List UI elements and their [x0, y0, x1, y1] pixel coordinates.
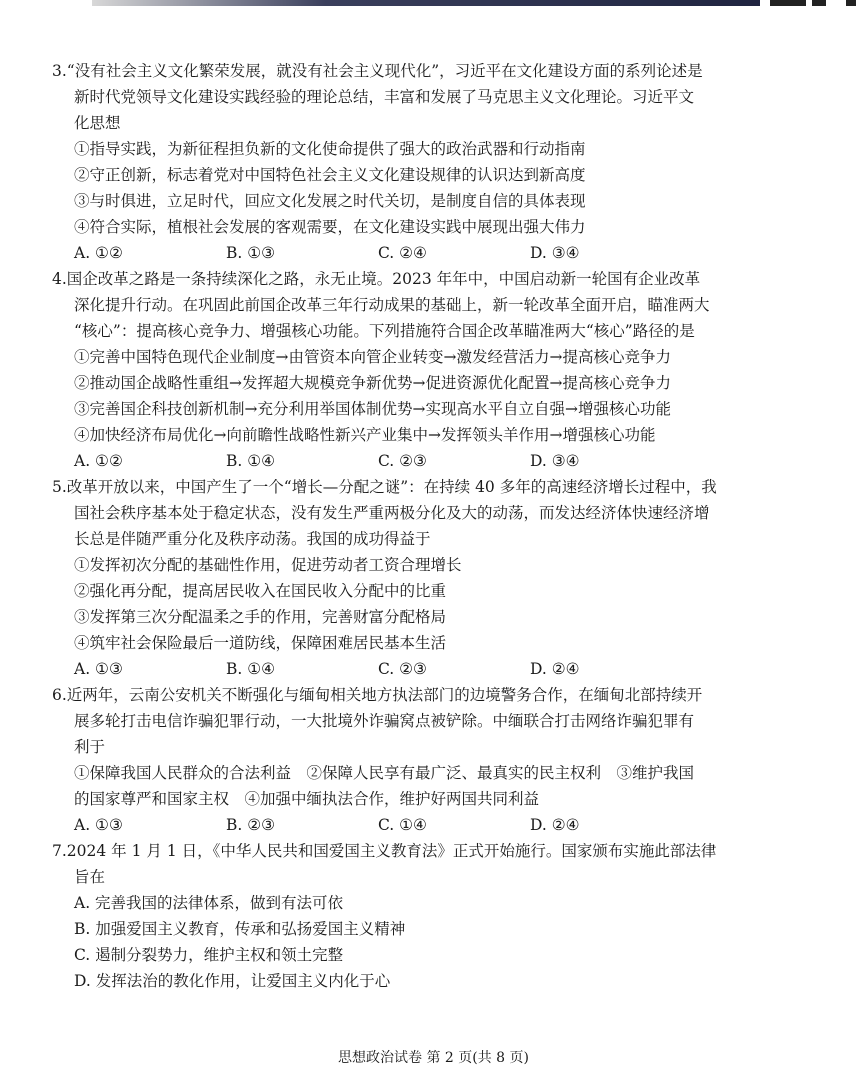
question-stem-line: 国企改革之路是一条持续深化之路，永无止境。2023 年年中，中国启动新一轮国有企业改革 — [66, 270, 701, 288]
option-a[interactable]: A. ①③ — [74, 660, 123, 678]
option-c[interactable]: C. 遏制分裂势力，维护主权和领土完整 — [74, 946, 344, 964]
statement: ②强化再分配，提高居民收入在国民收入分配中的比重 — [74, 582, 447, 600]
question-stem-line: 2024 年 1 月 1 日，《中华人民共和国爱国主义教育法》正式开始施行。国家颁布实施此部法律 — [66, 842, 717, 860]
statement: ②守正创新，标志着党对中国特色社会主义文化建设规律的认识达到新高度 — [74, 166, 586, 184]
question-number: 3. — [52, 62, 67, 80]
option-d[interactable]: D. 发挥法治的教化作用，让爱国主义内化于心 — [74, 972, 391, 990]
option-c[interactable]: C. ②③ — [378, 660, 427, 678]
statement: ④加快经济布局优化→向前瞻性战略性新兴产业集中→发挥领头羊作用→增强核心功能 — [74, 426, 656, 444]
question-stem-line: 展多轮打击电信诈骗犯罪行动，一大批境外诈骗窝点被铲除。中缅联合打击网络诈骗犯罪有 — [74, 712, 695, 730]
statement: 的国家尊严和国家主权 ④加强中缅执法合作，维护好两国共同利益 — [74, 790, 540, 808]
option-d[interactable]: D. ②④ — [530, 816, 580, 834]
question-number: 4. — [52, 270, 67, 288]
question-number: 7. — [52, 842, 67, 860]
page-footer: 思想政治试卷 第 2 页(共 8 页) — [338, 1050, 529, 1066]
question-4 — [52, 266, 812, 474]
question-stem-line: 近两年，云南公安机关不断强化与缅甸相关地方执法部门的边境警务合作，在缅甸北部持续开 — [66, 686, 703, 704]
statement: ④筑牢社会保险最后一道防线，保障困难居民基本生活 — [74, 634, 447, 652]
answer-options — [52, 448, 812, 474]
statement: ③与时俱进，立足时代，回应文化发展之时代关切，是制度自信的具体表现 — [74, 192, 586, 210]
statement: ③发挥第三次分配温柔之手的作用，完善财富分配格局 — [74, 608, 447, 626]
exam-page — [52, 58, 812, 994]
answer-options — [52, 240, 812, 266]
question-7 — [52, 838, 812, 994]
statement: ①保障我国人民群众的合法利益 ②保障人民享有最广泛、最真实的民主权利 ③维护我国 — [74, 764, 695, 782]
scan-top-mark — [770, 0, 806, 6]
statement: ③完善国企科技创新机制→充分利用举国体制优势→实现高水平自立自强→增强核心功能 — [74, 400, 671, 418]
option-a[interactable]: A. ①② — [74, 244, 123, 262]
question-stem-line: “没有社会主义文化繁荣发展，就没有社会主义现代化”，习近平在文化建设方面的系列论述是 — [66, 62, 703, 80]
option-b[interactable]: B. 加强爱国主义教育，传承和弘扬爱国主义精神 — [74, 920, 406, 938]
option-d[interactable]: D. ③④ — [530, 452, 580, 470]
scan-top-edge-bar — [92, 0, 760, 6]
question-stem-line: 长总是伴随严重分化及秩序动荡。我国的成功得益于 — [74, 530, 431, 548]
question-stem-line: “核心”：提高核心竞争力、增强核心功能。下列措施符合国企改革瞄准两大“核心”路径的是 — [74, 322, 695, 340]
question-stem-line: 利于 — [74, 738, 106, 756]
question-stem-line: 旨在 — [74, 868, 106, 886]
statement: ②推动国企战略性重组→发挥超大规模竞争新优势→促进资源优化配置→提高核心竞争力 — [74, 374, 671, 392]
question-3 — [52, 58, 812, 266]
answer-options — [52, 812, 812, 838]
option-b[interactable]: B. ①④ — [226, 452, 276, 470]
question-stem-line: 化思想 — [74, 114, 121, 132]
option-b[interactable]: B. ①③ — [226, 244, 276, 262]
question-stem-line: 改革开放以来，中国产生了一个“增长—分配之谜”：在持续 40 多年的高速经济增长过程中，我 — [66, 478, 717, 496]
option-c[interactable]: C. ②③ — [378, 452, 427, 470]
question-number: 5. — [52, 478, 67, 496]
question-number: 6. — [52, 686, 67, 704]
option-c[interactable]: C. ②④ — [378, 244, 427, 262]
option-d[interactable]: D. ③④ — [530, 244, 580, 262]
question-6 — [52, 682, 812, 838]
option-a[interactable]: A. 完善我国的法律体系，做到有法可依 — [74, 894, 344, 912]
option-b[interactable]: B. ①④ — [226, 660, 276, 678]
option-a[interactable]: A. ①② — [74, 452, 123, 470]
scan-top-mark — [846, 0, 856, 6]
statement: ①指导实践，为新征程担负新的文化使命提供了强大的政治武器和行动指南 — [74, 140, 586, 158]
answer-options — [52, 656, 812, 682]
statement: ①完善中国特色现代企业制度→由管资本向管企业转变→激发经营活力→提高核心竞争力 — [74, 348, 671, 366]
question-stem-line: 深化提升行动。在巩固此前国企改革三年行动成果的基础上，新一轮改革全面开启，瞄准两大 — [74, 296, 710, 314]
statement: ④符合实际，植根社会发展的客观需要，在文化建设实践中展现出强大伟力 — [74, 218, 586, 236]
question-5 — [52, 474, 812, 682]
option-d[interactable]: D. ②④ — [530, 660, 580, 678]
scan-top-mark — [812, 0, 826, 6]
option-b[interactable]: B. ②③ — [226, 816, 276, 834]
option-c[interactable]: C. ①④ — [378, 816, 427, 834]
option-a[interactable]: A. ①③ — [74, 816, 123, 834]
question-stem-line: 新时代党领导文化建设实践经验的理论总结，丰富和发展了马克思主义文化理论。习近平文 — [74, 88, 695, 106]
statement: ①发挥初次分配的基础性作用，促进劳动者工资合理增长 — [74, 556, 462, 574]
question-stem-line: 国社会秩序基本处于稳定状态，没有发生严重两极分化及大的动荡，而发达经济体快速经济增 — [74, 504, 710, 522]
